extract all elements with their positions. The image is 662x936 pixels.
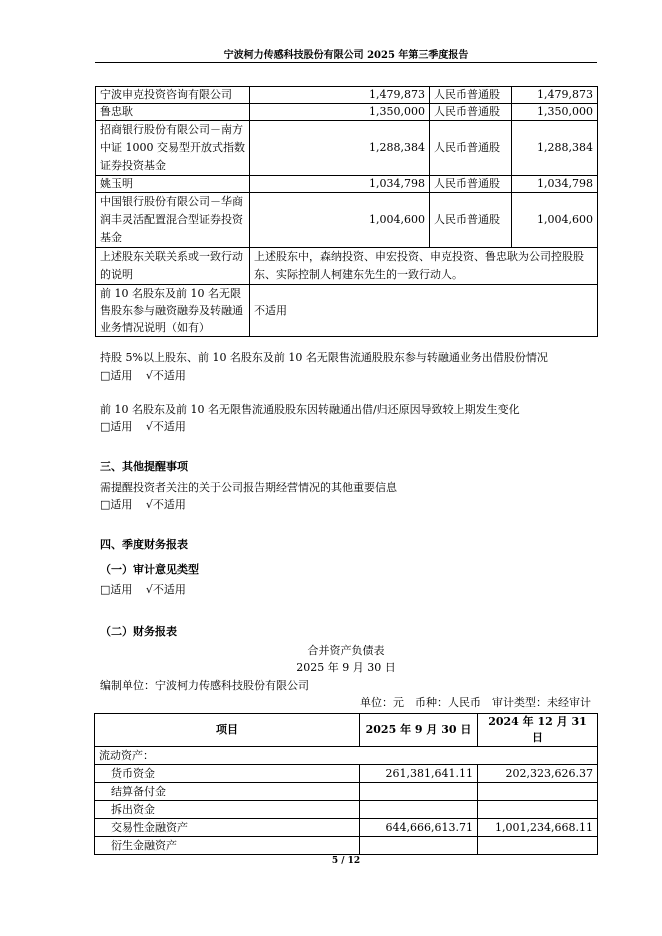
table-row [96,104,598,121]
margin-label: 前 10 名股东及前 10 名无限售股东参与融资融券及转融通业务情况说明（如有） [96,285,250,337]
not-applicable-checkbox: √不适用 [145,420,186,433]
share-qty: 1,288,384 [512,121,598,176]
table-row [95,837,598,855]
share-qty: 1,034,798 [512,176,598,193]
share-type: 人民币普通股 [430,87,512,104]
column-header-item: 项目 [95,714,360,747]
share-qty: 1,479,873 [512,87,598,104]
row-prior: 1,001,234,668.11 [478,819,598,837]
balance-sheet-table [94,713,598,855]
holder-name: 宁波申克投资咨询有限公司 [96,87,250,104]
applicable-checkbox: □适用 [100,420,133,433]
holder-amount: 1,479,873 [250,87,430,104]
row-current [360,837,478,855]
row-item: 拆出资金 [95,801,360,819]
table-row [96,193,598,248]
relation-text: 上述股东中，森纳投资、申宏投资、申克投资、鲁忠耿为公司控股股东、实际控制人柯建东先生的一致行动人。 [250,248,598,285]
table-row [96,285,598,337]
unit-line: 单位：元 币种：人民币 审计类型：未经审计 [360,696,591,709]
table-header-row [95,714,598,747]
row-item: 结算备付金 [95,783,360,801]
share-type: 人民币普通股 [430,176,512,193]
balance-sheet-date: 2025 年 9 月 30 日 [296,661,396,674]
applicable-checkbox: □适用 [100,369,133,382]
not-applicable-checkbox: √不适用 [145,369,186,382]
holder-name: 中国银行股份有限公司－华商润丰灵活配置混合型证券投资基金 [96,193,250,248]
table-row [95,801,598,819]
other-heading: 三、其他提醒事项 [100,460,188,473]
row-prior [478,801,598,819]
row-item: 衍生金融资产 [95,837,360,855]
balance-sheet-title: 合并资产负债表 [307,644,385,657]
table-row [95,747,598,765]
share-type: 人民币普通股 [430,121,512,176]
shareholders-table [95,86,598,337]
table-row [95,783,598,801]
holder-amount: 1,350,000 [250,104,430,121]
table-row [96,87,598,104]
share-qty: 1,004,600 [512,193,598,248]
audit-heading: （一）审计意见类型 [100,563,199,576]
table-row [96,176,598,193]
share-type: 人民币普通股 [430,104,512,121]
share-type: 人民币普通股 [430,193,512,248]
change-option [100,419,186,435]
row-prior [478,783,598,801]
holder-amount: 1,004,600 [250,193,430,248]
not-applicable-checkbox: √不适用 [145,498,186,511]
page-header: 宁波柯力传感科技股份有限公司 2025 年第三季度报告 [223,50,469,61]
holder-name: 姚玉明 [96,176,250,193]
row-prior [478,837,598,855]
row-current: 644,666,613.71 [360,819,478,837]
share-qty: 1,350,000 [512,104,598,121]
table-row [95,819,598,837]
column-header-current: 2025 年 9 月 30 日 [360,714,478,747]
row-item: 货币资金 [95,765,360,783]
audit-option [100,582,186,598]
financial-heading: 四、季度财务报表 [100,538,188,551]
holder-amount: 1,034,798 [250,176,430,193]
lending-text: 持股 5%以上股东、前 10 名股东及前 10 名无限售流通股股东参与转融通业务出借股份情况 [100,351,548,364]
margin-text: 不适用 [250,285,598,337]
statements-heading: （二）财务报表 [100,625,177,638]
applicable-checkbox: □适用 [100,498,133,511]
change-text: 前 10 名股东及前 10 名无限售流通股股东因转融通出借/归还原因导致较上期发生变化 [100,403,520,416]
other-option [100,497,186,513]
table-row [95,765,598,783]
applicable-checkbox: □适用 [100,583,133,596]
relation-label: 上述股东关联关系或一致行动的说明 [96,248,250,285]
table-row [96,121,598,176]
holder-name: 鲁忠耿 [96,104,250,121]
table-row [96,248,598,285]
section-label: 流动资产： [95,747,598,765]
not-applicable-checkbox: √不适用 [145,583,186,596]
lending-option [100,368,186,384]
row-current: 261,381,641.11 [360,765,478,783]
holder-amount: 1,288,384 [250,121,430,176]
company-name: 编制单位：宁波柯力传感科技股份有限公司 [100,679,309,692]
column-header-prior: 2024 年 12 月 31 日 [478,714,598,747]
header-rule [95,62,597,63]
row-current [360,783,478,801]
page-number: 5 / 12 [331,856,361,866]
row-item: 交易性金融资产 [95,819,360,837]
other-text: 需提醒投资者关注的关于公司报告期经营情况的其他重要信息 [100,481,397,494]
holder-name: 招商银行股份有限公司－南方中证 1000 交易型开放式指数证券投资基金 [96,121,250,176]
row-prior: 202,323,626.37 [478,765,598,783]
row-current [360,801,478,819]
